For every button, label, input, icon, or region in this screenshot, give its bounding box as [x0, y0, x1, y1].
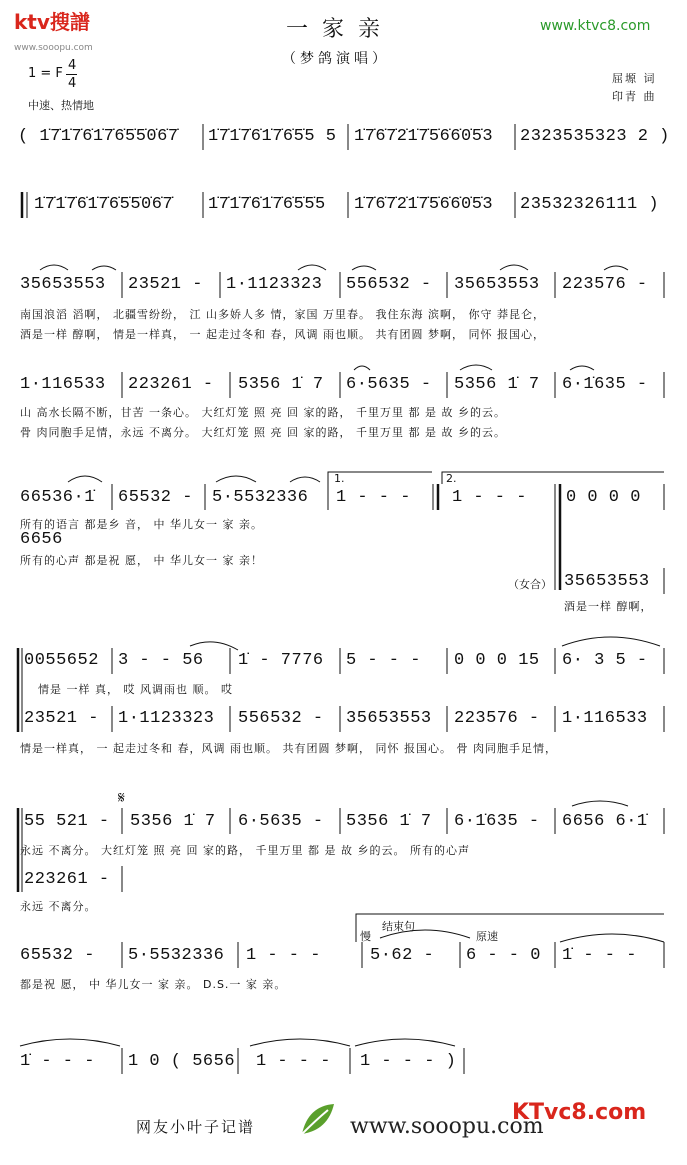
row3-measure5: 35653553 — [454, 275, 540, 294]
logo-left-brand: ktv搜譜 — [14, 10, 90, 34]
row6-lower-2: 1·1123323 — [118, 709, 215, 728]
row7-upper-2: 5356 1̇ 7 — [130, 812, 216, 831]
key-signature: 1 = F — [28, 66, 63, 81]
row7-lower-lyrics: 永远 不离分。 — [20, 900, 97, 913]
row3-measure6: 223576 - — [562, 275, 648, 294]
page-title: 一家亲 — [286, 17, 395, 42]
top-right-url[interactable]: www.ktvc8.com — [540, 18, 651, 34]
volta-first: 1. — [334, 472, 345, 485]
row9-measure3: 1 - - - — [256, 1052, 331, 1071]
row6-upper-3: 1̇ - 7776 — [238, 651, 324, 670]
row8-measure4: 5·62 - — [370, 946, 435, 965]
row2-measure1: 1̇7̇1̇7̇6̇1̇7̇6̇5̇5̇0̇6̇7̇ — [34, 195, 174, 214]
row5-measure3: 5·5532336 — [212, 488, 309, 507]
row5-measure4: 1 - - - — [336, 488, 411, 507]
row6-lower-6: 1·116533 — [562, 709, 648, 728]
time-signature-top: 4 — [68, 58, 77, 73]
row9-measure4: 1 - - - ) — [360, 1052, 457, 1071]
row3-measure3: 1·1123323 — [226, 275, 323, 294]
row8-measure2: 5·5532336 — [128, 946, 225, 965]
female-notes: 35653553 — [564, 572, 650, 591]
row5-alt-notes: 6656 — [20, 530, 63, 549]
row6-upper-6: 6· 3 5 - — [562, 651, 648, 670]
leaf-logo-icon — [298, 1100, 338, 1140]
row5-lyrics-verse1: 所有的语言 都是乡 音， 中 华儿女一 家 亲。 — [20, 518, 263, 531]
tempo-marking: 中速、热情地 — [28, 99, 94, 112]
footer-credit: 网友小叶子记谱 — [136, 1118, 256, 1136]
row8-measure3: 1 - - - — [246, 946, 321, 965]
row3-measure4: 556532 - — [346, 275, 432, 294]
lyricist: 屈塬 词 — [612, 72, 657, 85]
row1-measure1: ( 1̇7̇1̇7̇6̇1̇7̇6̇5̇5̇0̇6̇7̇ — [18, 127, 179, 146]
row8-measure5: 6 - - 0 — [466, 946, 541, 965]
row6-upper-4: 5 - - - — [346, 651, 421, 670]
row6-lower-3: 556532 - — [238, 709, 324, 728]
footer-site[interactable]: www.sooopu.com — [350, 1114, 544, 1139]
ending-label: 结束句 — [382, 920, 415, 933]
row6-upper-5: 0 0 0 15 — [454, 651, 540, 670]
row1-measure3: 1̇7̇6̇7̇2̇1̇7̇5̇6̇6̇0̇5̇3 — [354, 127, 494, 146]
female-lyrics: 酒是一样 醇啊， — [564, 600, 653, 613]
row4-measure2: 223261 - — [128, 375, 214, 394]
row7-upper-3: 6·5635 - — [238, 812, 324, 831]
row7-lower-1: 223261 - — [24, 870, 110, 889]
row6-upper-lyrics: 情是 一样 真， 哎 风调雨也 顺。 哎 — [38, 683, 233, 696]
row2-measure4: 23532326111 ) — [520, 195, 660, 214]
segno-icon: 𝄋 — [118, 788, 125, 807]
time-signature-line — [66, 74, 77, 75]
row4-measure6: 6·1̇635 - — [562, 375, 648, 394]
row3-measure2: 23521 - — [128, 275, 203, 294]
row6-lower-lyrics: 情是一样真， 一 起走过冬和 春，风调 雨也顺。 共有团圆 梦啊， 同怀 报国心。 骨 肉同胞手足情， — [20, 742, 557, 755]
row6-upper-2: 3 - - 56 — [118, 651, 204, 670]
row4-measure3: 5356 1̇ 7 — [238, 375, 324, 394]
slow-marking: 慢 — [360, 930, 371, 943]
female-chorus-label: （女合） — [508, 578, 552, 591]
row7-upper-5: 6·1̇635 - — [454, 812, 540, 831]
tempo-back: 原速 — [476, 930, 498, 943]
row4-lyrics-verse1: 山 高水长隔不断，甘苦 一条心。 大红灯笼 照 亮 回 家的路， 千里万里 都 是 故 乡的云。 — [20, 406, 506, 419]
row5-measure1: 66536·1̇ — [20, 488, 95, 507]
footer-brand[interactable]: KTvc8.com — [512, 1100, 647, 1125]
time-signature-bottom: 4 — [68, 76, 77, 91]
logo-left-url: www.sooopu.com — [14, 43, 93, 53]
row2-measure2: 1̇7̇1̇7̇6̇1̇7̇6̇5̇5̇5 — [208, 195, 326, 214]
row4-lyrics-verse2: 骨 肉同胞手足情，永远 不离分。 大红灯笼 照 亮 回 家的路， 千里万里 都 是 故 乡的云。 — [20, 426, 506, 439]
row7-upper-4: 5356 1̇ 7 — [346, 812, 432, 831]
row9-measure1: 1̇ - - - — [20, 1052, 95, 1071]
row7-upper-lyrics: 永远 不离分。 大红灯笼 照 亮 回 家的路， 千里万里 都 是 故 乡的云。 所有的心声 — [20, 844, 470, 857]
row9-measure2: 1 0 ( 5656 — [128, 1052, 236, 1071]
row8-measure6: 1̇ - - - — [562, 946, 637, 965]
row6-lower-1: 23521 - — [24, 709, 99, 728]
logo-left — [14, 6, 93, 54]
row4-measure1: 1·116533 — [20, 375, 106, 394]
row5-lyrics-verse2: 所有的心声 都是祝 愿， 中 华儿女一 家 亲！ — [20, 554, 263, 567]
row2-measure3: 1̇7̇6̇7̇2̇1̇7̇5̇6̇6̇0̇5̇3 — [354, 195, 494, 214]
row1-measure4: 2323535323 2 ) — [520, 127, 670, 146]
row7-upper-6: 6656 6·1̇ — [562, 812, 648, 831]
row8-measure1: 65532 - — [20, 946, 95, 965]
page-subtitle: （梦鸽演唱） — [282, 51, 390, 67]
row6-lower-5: 223576 - — [454, 709, 540, 728]
row3-measure1: 35653553 — [20, 275, 106, 294]
row7-upper-1: 55 521 - — [24, 812, 110, 831]
composer: 印青 曲 — [612, 90, 657, 103]
row6-upper-1: 0055652 — [24, 651, 99, 670]
row5-measure2: 65532 - — [118, 488, 193, 507]
volta-second: 2. — [446, 472, 457, 485]
row1-measure2: 1̇7̇1̇7̇6̇1̇7̇6̇5̇5 5 — [208, 127, 337, 146]
row4-measure4: 6·5635 - — [346, 375, 432, 394]
row5-measure6: 0 0 0 0 — [566, 488, 641, 507]
row3-lyrics-verse1: 南国浪滔 滔啊， 北疆雪纷纷， 江 山多娇人多 情，家国 万里春。 我住东海 滨啊， 你守 莽昆仑， — [20, 308, 545, 321]
row3-lyrics-verse2: 酒是一样 醇啊， 情是一样真， 一 起走过冬和 春，风调 雨也顺。 共有团圆 梦啊， 同怀 报国心， — [20, 328, 545, 341]
row5-measure5: 1 - - - — [452, 488, 527, 507]
row4-measure5: 5356 1̇ 7 — [454, 375, 540, 394]
row8-lyrics: 都是祝 愿， 中 华儿女一 家 亲。 D.S.一 家 亲。 — [20, 978, 287, 991]
row6-lower-4: 35653553 — [346, 709, 432, 728]
